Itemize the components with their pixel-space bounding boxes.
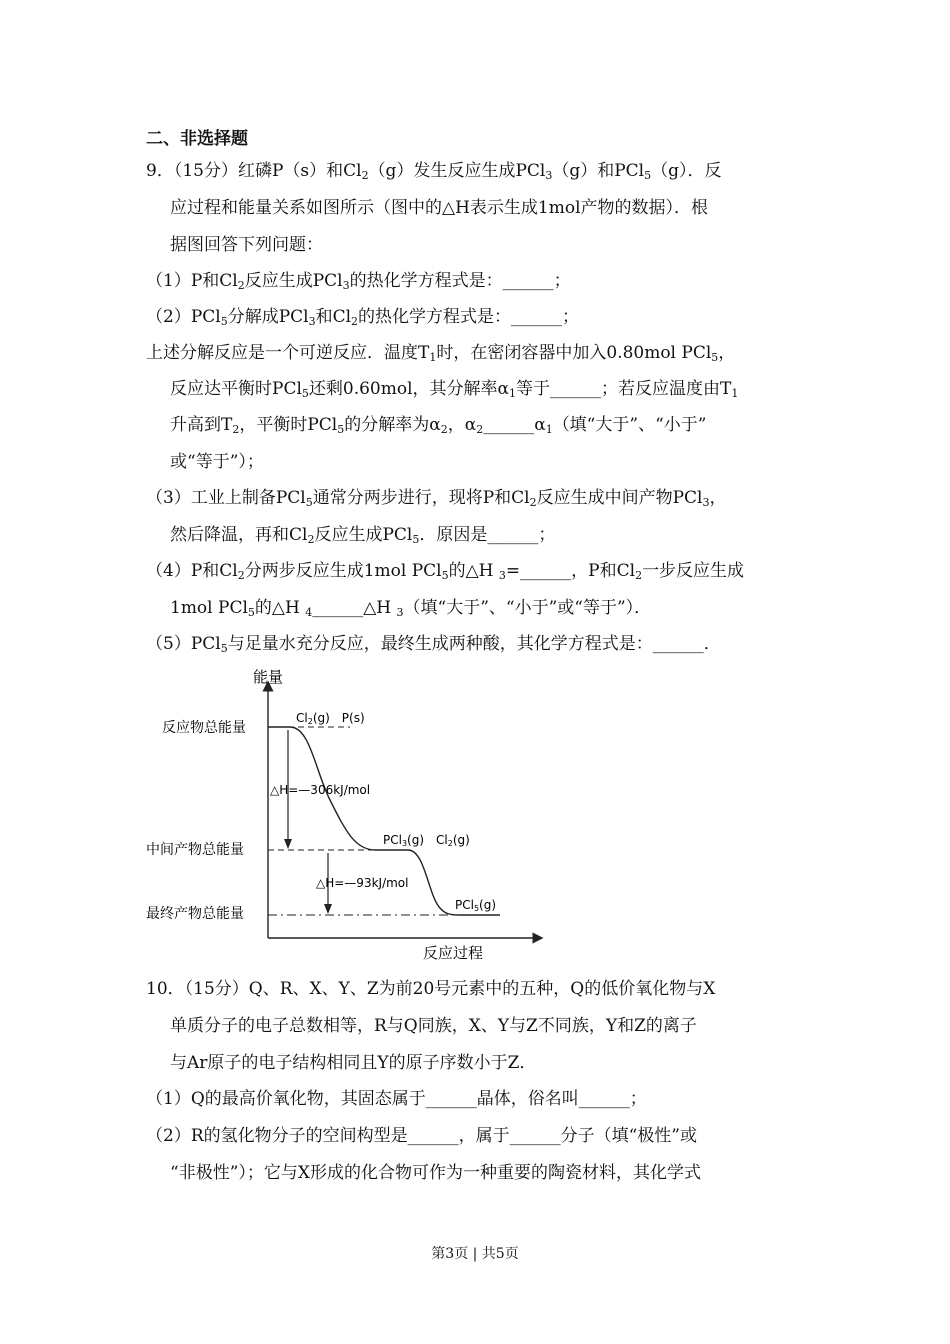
q9-part-1	[146, 270, 571, 292]
subscript: 1	[509, 387, 517, 400]
text-run: （填“大于”、“小于”或“等于”）．	[403, 598, 652, 618]
text-run: 还剩0.60mol，其分解率α	[308, 379, 510, 399]
text-run: 与Ar原子的电子结构相同且Y的原子序数小于Z．	[170, 1053, 537, 1073]
dh2-arrow-head	[324, 904, 332, 914]
subscript: 5	[305, 496, 313, 509]
subscript: 1	[545, 423, 553, 436]
q10-part-2b	[170, 1162, 701, 1184]
q9-part-5	[146, 633, 721, 655]
subscript: 5	[220, 642, 228, 655]
subscript: 5	[412, 533, 420, 546]
level-label-products: 最终产物总能量	[146, 906, 244, 922]
text-run: 9．（15分）红磷P（s）和Cl	[146, 161, 362, 181]
text-run: ，	[709, 488, 727, 508]
text-run: 的分解率为α	[344, 415, 441, 435]
q9-para-3b	[170, 378, 738, 400]
subscript: 5	[337, 423, 345, 436]
text-run: 的△H	[254, 598, 306, 618]
subscript: 5	[301, 387, 309, 400]
text-run: （3）工业上制备PCl	[146, 488, 306, 508]
text-run: （2）PCl	[146, 307, 221, 327]
subscript: 3	[498, 569, 506, 582]
q9-para-3d	[170, 451, 264, 473]
text-run: 1mol PCl	[170, 598, 248, 618]
subscript: 2	[529, 496, 537, 509]
text-run: 与足量水充分反应，最终生成两种酸，其化学方程式是：______．	[227, 634, 721, 654]
text-run: 通常分两步进行，现将P和Cl	[312, 488, 530, 508]
text-run: 的△H	[448, 561, 499, 581]
q9-line-1	[146, 160, 721, 182]
text-run: ______α	[483, 415, 546, 435]
text-run: ，平衡时PCl	[239, 415, 338, 435]
dh2-label: △H=—93kJ/mol	[316, 876, 409, 890]
text-run: ______△H	[312, 598, 397, 618]
text-run: 或“等于”）；	[170, 452, 264, 472]
text-run: 应过程和能量关系如图所示（图中的△H表示生成1mol产物的数据）．根	[170, 198, 709, 218]
section-title: 二、非选择题	[146, 129, 248, 149]
text-run: （填“大于”、“小于”	[552, 415, 707, 435]
text-run: （2）R的氢化物分子的空间构型是______，属于______分子（填“极性”或	[146, 1126, 697, 1146]
subscript: 2	[237, 569, 245, 582]
text-run: ，	[718, 343, 736, 363]
text-run: 然后降温，再和Cl	[170, 525, 308, 545]
text-run: 的热化学方程式是：______；	[358, 307, 580, 327]
q10-line-1	[146, 978, 715, 1000]
text-run: 等于______；若反应温度由T	[516, 379, 732, 399]
level-label-intermediate: 中间产物总能量	[146, 842, 244, 858]
text-run: 分两步反应生成1mol PCl	[244, 561, 442, 581]
subscript: 3	[308, 315, 316, 328]
text-run: 和Cl	[315, 307, 352, 327]
text-run: （g）发生反应生成PCl	[368, 161, 546, 181]
q9-para-3c	[170, 414, 706, 436]
species-bottom: PCl5(g)	[455, 898, 497, 913]
subscript: 3	[545, 169, 553, 182]
q9-part-3b	[170, 524, 555, 546]
text-run: 分解成PCl	[227, 307, 309, 327]
subscript: 2	[635, 569, 643, 582]
q9-line-3	[170, 234, 323, 256]
q10-line-3	[170, 1052, 536, 1074]
text-run: （g）．反	[651, 161, 722, 181]
subscript: 2	[351, 315, 359, 328]
text-run: 10．（15分）Q、R、X、Y、Z为前20号元素中的五种，Q的低价氧化物与X	[146, 979, 716, 999]
q9-part-4a	[146, 560, 744, 582]
text-run: （5）PCl	[146, 634, 221, 654]
subscript: 3	[396, 606, 404, 619]
subscript: 2	[237, 279, 245, 292]
text-run: 时，在密闭容器中加入0.80mol PCl	[436, 343, 712, 363]
subscript: 5	[644, 169, 652, 182]
text-run: 单质分子的电子总数相等，R与Q同族，X、Y与Z不同族，Y和Z的离子	[170, 1016, 697, 1036]
text-run: 一步反应生成	[642, 561, 745, 581]
q9-part-4b	[170, 597, 651, 619]
subscript: 2	[476, 423, 484, 436]
text-run: 据图回答下列问题：	[170, 235, 323, 255]
energy-diagram	[140, 660, 550, 970]
subscript: 2	[232, 423, 240, 436]
subscript: 3	[702, 496, 710, 509]
text-run: 反应生成中间产物PCl	[536, 488, 703, 508]
text-run: 反应达平衡时PCl	[170, 379, 302, 399]
subscript: 3	[342, 279, 350, 292]
q10-line-2	[170, 1015, 697, 1037]
text-run: （1）P和Cl	[146, 271, 238, 291]
q10-part-2a	[146, 1125, 697, 1147]
text-run: （g）和PCl	[552, 161, 645, 181]
subscript: 5	[711, 351, 719, 364]
y-axis-label: 能量	[253, 668, 284, 686]
dh1-arrow-head	[284, 839, 292, 849]
species-top: Cl2(g) P(s)	[296, 711, 365, 726]
text-run: ．原因是______；	[419, 525, 556, 545]
subscript: 5	[220, 315, 228, 328]
level-label-reactants: 反应物总能量	[162, 720, 246, 736]
dh1-label: △H=—306kJ/mol	[270, 783, 371, 797]
subscript: 5	[441, 569, 449, 582]
text-run: 反应生成PCl	[314, 525, 413, 545]
subscript: 2	[440, 423, 448, 436]
q9-part-2	[146, 306, 579, 328]
q10-part-1	[146, 1088, 647, 1110]
subscript: 2	[361, 169, 369, 182]
q9-para-3a	[146, 342, 735, 364]
text-run: （1）Q的最高价氧化物，其固态属于______晶体，俗名叫______；	[146, 1089, 647, 1109]
species-mid: PCl3(g) Cl2(g)	[383, 833, 470, 848]
text-run: （4）P和Cl	[146, 561, 238, 581]
text-run: ，α	[447, 415, 477, 435]
text-run: =______，P和Cl	[505, 561, 636, 581]
q9-part-3a	[146, 487, 726, 509]
text-run: 上述分解反应是一个可逆反应．温度T	[146, 343, 430, 363]
subscript: 1	[429, 351, 437, 364]
page-footer: 第3页 | 共5页	[431, 1246, 519, 1262]
q9-line-2	[170, 197, 708, 219]
text-run: 升高到T	[170, 415, 233, 435]
subscript: 5	[247, 606, 255, 619]
text-run: 反应生成PCl	[244, 271, 343, 291]
subscript: 2	[307, 533, 315, 546]
x-axis-label: 反应过程	[423, 944, 484, 962]
subscript: 1	[731, 387, 739, 400]
text-run: “非极性”）；它与X形成的化合物可作为一种重要的陶瓷材料，其化学式	[170, 1163, 701, 1183]
subscript: 4	[305, 606, 313, 619]
text-run: 的热化学方程式是：______；	[349, 271, 571, 291]
